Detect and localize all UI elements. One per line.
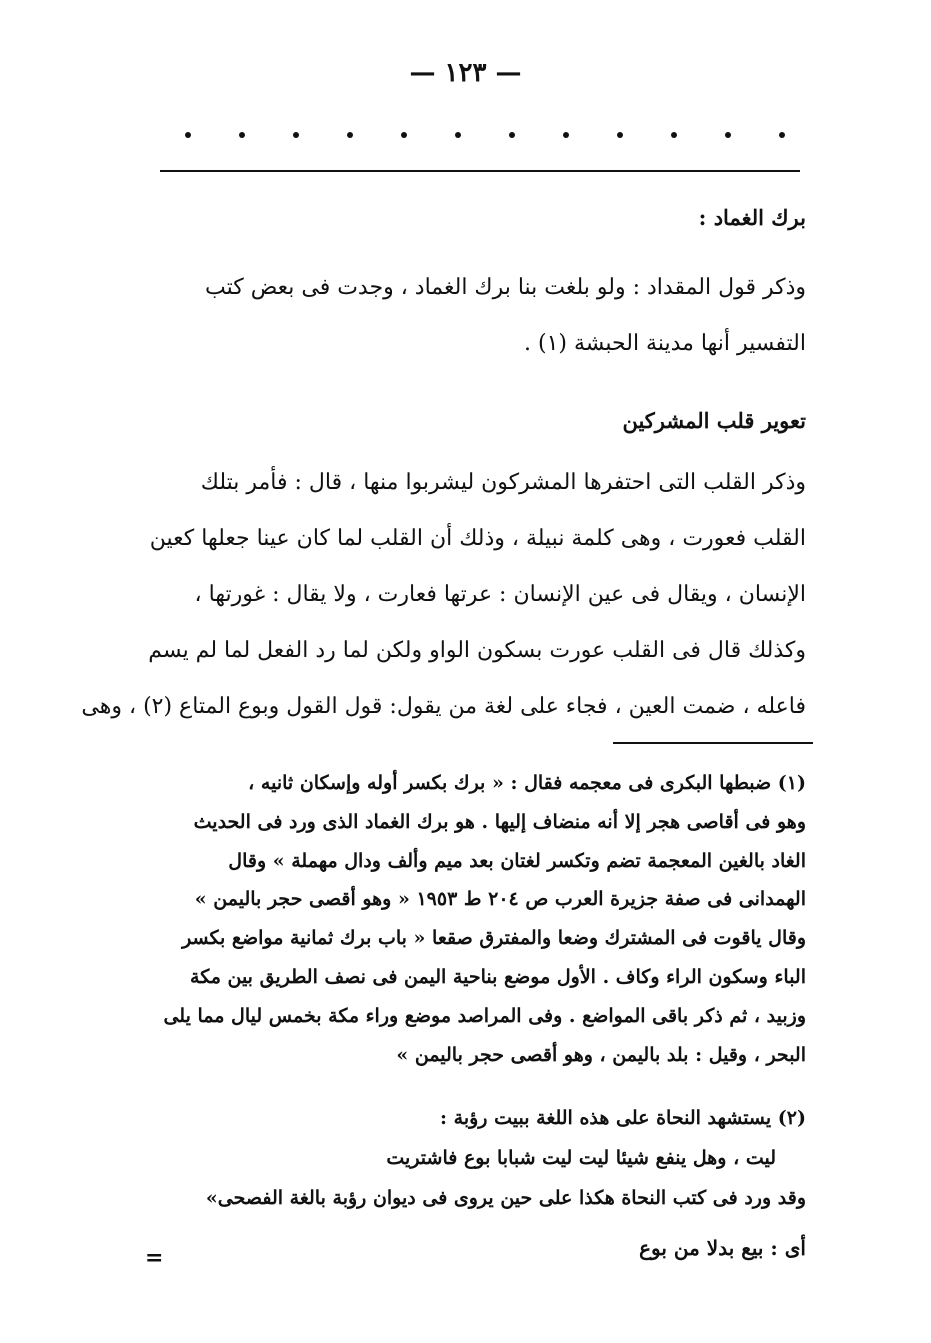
separator-dot <box>185 132 191 138</box>
section-heading-qulub: تعوير قلب المشركين <box>622 408 806 433</box>
separator-dot <box>293 132 299 138</box>
footnote-2 <box>146 1098 806 1218</box>
footnote-line: وقال ياقوت فى المشترك وضعا والمفترق صقعا « باب برك ثمانية مواضع بكسر <box>182 927 806 950</box>
dotted-separator <box>185 120 785 150</box>
separator-dot <box>563 132 569 138</box>
page-number: — ١٢٣ — <box>409 58 522 88</box>
footnote-2-last-line: أى : بيع بدلا من بوع <box>639 1236 806 1260</box>
body-line: القلب فعورت ، وهى كلمة نبيلة ، وذلك أن القلب لما كان عينا جعلها كعين <box>149 526 806 551</box>
body-line: فاعله ، ضمت العين ، فجاء على لغة من يقول: قول القول وبوع المتاع (٢) ، وهى <box>81 694 806 719</box>
body-line: الإنسان ، ويقال فى عين الإنسان : عرتها فعارت ، ولا يقال : غورتها ، <box>194 582 806 607</box>
footnote-line: الغاد بالغين المعجمة تضم وتكسر لغتان بعد ميم وألف ودال مهملة » وقال <box>228 849 806 872</box>
section-body-birk-al-ghimad <box>156 260 806 372</box>
separator-dot <box>671 132 677 138</box>
continuation-mark: = <box>145 1245 164 1271</box>
section-heading-birk-al-ghimad: برك الغماد : <box>698 205 806 230</box>
poem-verse: ليت ، وهل ينفع شيئا ليت ليت شبابا بوع فاشتريت <box>386 1147 776 1169</box>
footnote-line: البحر ، وقيل : بلد باليمن ، وهو أقصى حجر باليمن » <box>396 1043 806 1066</box>
separator-dot <box>455 132 461 138</box>
footnote-line: (١) ضبطها البكرى فى معجمه فقال : « برك بكسر أوله وإسكان ثانيه ، <box>248 772 806 794</box>
top-rule <box>160 170 800 172</box>
footnote-2-note: وقد ورد فى كتب النحاة هكذا على حين يروى فى ديوان رؤبة بالغة الفصحى» <box>205 1187 806 1209</box>
footnote-line: وزبيد ، ثم ذكر باقى المواضع . وفى المراصد موضع وراء مكة بخمس ليال مما يلى <box>163 1004 806 1027</box>
section-body-qulub <box>81 455 806 735</box>
separator-dot <box>779 132 785 138</box>
footnote-rule <box>613 742 813 744</box>
footnote-line: الهمدانى فى صفة جزيرة العرب ص ٢٠٤ ط ١٩٥٣ « وهو أقصى حجر باليمن » <box>194 888 806 911</box>
footnote-line: وهو فى أقاصى هجر إلا أنه منضاف إليها . هو برك الغماد الذى ورد فى الحديث <box>193 810 806 833</box>
body-line: التفسير أنها مدينة الحبشة (١) . <box>524 331 806 356</box>
separator-dot <box>401 132 407 138</box>
separator-dot <box>347 132 353 138</box>
separator-dot <box>239 132 245 138</box>
footnote-1 <box>146 764 806 1074</box>
body-line: وكذلك قال فى القلب عورت بسكون الواو ولكن لما رد الفعل لما لم يسم <box>148 638 806 663</box>
footnote-2-intro: (٢) يستشهد النحاة على هذه اللغة ببيت رؤبة : <box>440 1107 806 1129</box>
separator-dot <box>617 132 623 138</box>
separator-dot <box>725 132 731 138</box>
body-line: وذكر القلب التى احتفرها المشركون ليشربوا منها ، قال : فأمر بتلك <box>200 470 806 495</box>
footnote-line: الباء وسكون الراء وكاف . الأول موضع بناحية اليمن فى نصف الطريق بين مكة <box>190 965 806 988</box>
body-line: وذكر قول المقداد : ولو بلغت بنا برك الغماد ، وجدت فى بعض كتب <box>204 275 806 300</box>
separator-dot <box>509 132 515 138</box>
